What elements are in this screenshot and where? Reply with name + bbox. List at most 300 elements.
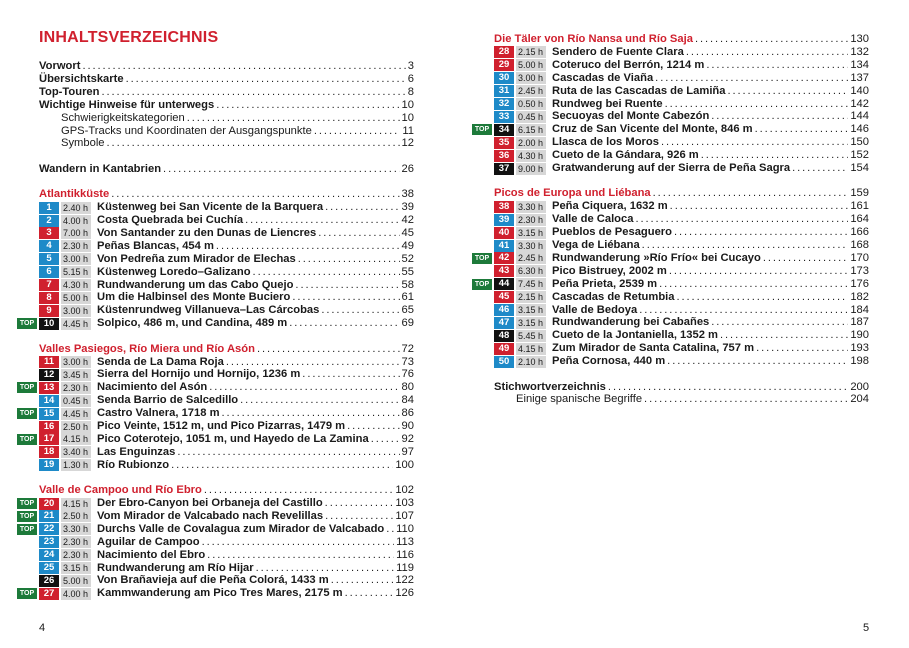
tour-duration: 3.30 h (61, 523, 91, 535)
tour-number: 14 (39, 395, 59, 407)
tour-entry (39, 201, 414, 214)
top-tour-badge: TOP (17, 318, 37, 329)
tour-number: 12 (39, 369, 59, 381)
tour-number: 35 (494, 137, 514, 149)
entry-page: 184 (850, 303, 869, 316)
tour-duration: 3.00 h (61, 253, 91, 265)
entry-page: 38 (401, 188, 414, 201)
tour-duration: 5.15 h (61, 266, 91, 278)
tour-duration: 3.30 h (516, 240, 546, 252)
top-tour-badge: TOP (17, 588, 37, 599)
tour-entry (39, 279, 414, 292)
entry-title: Zum Mirador de Santa Catalina, 757 m (552, 342, 755, 355)
tour-entry (494, 265, 869, 278)
entry-page: 116 (396, 548, 414, 561)
entry-page: 102 (395, 484, 414, 497)
tour-number: 43 (494, 265, 514, 277)
entry-title: Cueto de la Jontaniella, 1352 m (552, 329, 719, 342)
entry-title: Las Enguinzas (97, 445, 176, 458)
tour-entry (494, 85, 869, 98)
tour-number: 42 (494, 252, 514, 264)
tour-entry (494, 342, 869, 355)
entry-title: Der Ebro-Canyon bei Orbaneja del Castillo (97, 497, 323, 509)
leader-dots (245, 214, 399, 227)
entry-page: 193 (850, 342, 869, 355)
entry-title: Küstenweg Loredo–Galizano (97, 265, 251, 278)
tour-duration: 2.00 h (516, 137, 546, 149)
tour-entry (39, 446, 414, 459)
leader-dots (669, 265, 848, 278)
entry-page: 152 (850, 149, 869, 162)
entry-page: 198 (850, 355, 869, 368)
toc-entry (39, 60, 414, 73)
tour-number: 23 (39, 536, 59, 548)
entry-page: 11 (402, 124, 414, 137)
entry-page: 8 (407, 85, 414, 98)
tour-duration: 4.30 h (61, 279, 91, 291)
leader-dots (216, 99, 399, 112)
entry-title: Von Santander zu den Dunas de Liencres (97, 226, 317, 239)
tour-entry (39, 536, 414, 549)
entry-page: 146 (850, 123, 869, 136)
top-tour-badge: TOP (472, 279, 492, 290)
tour-entry (19, 381, 414, 394)
tour-number: 6 (39, 266, 59, 278)
leader-dots (298, 253, 400, 266)
entry-page: 168 (850, 239, 869, 251)
tour-number: 5 (39, 253, 59, 265)
entry-page: 200 (850, 380, 869, 393)
entry-page: 142 (850, 97, 869, 110)
entry-page: 154 (850, 162, 869, 174)
leader-dots (706, 59, 848, 72)
page-title: INHALTSVERZEICHNIS (39, 29, 219, 46)
toc-entry (494, 381, 869, 394)
tour-duration: 3.00 h (61, 305, 91, 317)
entry-title: Ruta de las Cascadas de Lamiña (552, 84, 726, 97)
tour-duration: 0.45 h (61, 395, 91, 407)
entry-title: Llasca de los Moros (552, 136, 659, 149)
entry-title: Von Brañavieja auf die Peña Colorá, 1433 m (97, 574, 329, 587)
tour-entry (474, 277, 869, 291)
tour-duration: 2.40 h (61, 202, 91, 214)
entry-title: Rundwanderung bei Cabañes (552, 316, 710, 329)
entry-title: Um die Halbinsel des Monte Buciero (97, 291, 291, 304)
top-tour-badge: TOP (17, 382, 37, 393)
tour-number: 48 (494, 330, 514, 342)
tour-number: 49 (494, 343, 514, 355)
tour-entry (494, 355, 869, 368)
tour-duration: 3.15 h (516, 304, 546, 316)
entry-page: 176 (850, 277, 869, 290)
leader-dots (792, 162, 848, 175)
leader-dots (325, 510, 393, 523)
entry-page: 164 (850, 213, 869, 226)
tour-entry (19, 317, 414, 330)
entry-title: Sendero de Fuente Clara (552, 45, 684, 58)
tour-duration: 1.30 h (61, 459, 91, 471)
tour-duration: 3.00 h (61, 356, 91, 368)
entry-title: Cascadas de Viaña (552, 71, 654, 84)
entry-page: 86 (401, 407, 414, 420)
entry-title: Top-Touren (39, 85, 100, 98)
tour-duration: 5.00 h (61, 575, 91, 587)
entry-page: 166 (850, 226, 869, 239)
tour-duration: 3.45 h (61, 369, 91, 381)
tour-number: 1 (39, 202, 59, 214)
tour-number: 8 (39, 292, 59, 304)
leader-dots (661, 136, 848, 149)
entry-title: Pico Bistruey, 2002 m (552, 264, 667, 277)
entry-title: Peñas Blancas, 454 m (97, 239, 214, 252)
top-tour-badge: TOP (472, 124, 492, 135)
entry-title: Einige spanische Begriffe (516, 393, 643, 406)
tour-duration: 2.45 h (516, 252, 546, 264)
entry-title: Die Täler von Río Nansa und Río Saja (494, 33, 693, 45)
tour-entry (494, 213, 869, 226)
tour-entry (39, 459, 414, 472)
tour-number: 13 (39, 382, 59, 394)
entry-page: 58 (401, 278, 414, 291)
entry-title: Cascadas de Retumbia (552, 290, 675, 303)
leader-dots (318, 227, 399, 240)
tour-number: 15 (39, 408, 59, 420)
tour-number: 32 (494, 98, 514, 110)
entry-title: Atlantikküste (39, 188, 110, 201)
tour-entry (39, 253, 414, 266)
tour-entry (39, 549, 414, 562)
tour-duration: 4.45 h (61, 318, 91, 330)
entry-page: 144 (850, 110, 869, 123)
entry-title: Vom Mirador de Valcabado nach Revelillas (97, 509, 324, 522)
entry-title: Von Pedreña zum Mirador de Elechas (97, 252, 296, 265)
leader-dots (207, 549, 394, 562)
entry-title: Picos de Europa und Liébana (494, 187, 651, 200)
leader-dots (667, 355, 848, 368)
entry-title: Durchs Valle de Covalagua zum Mirador de Valcabado (97, 522, 385, 535)
entry-title: Küstenrundweg Villanueva–Las Cárcobas (97, 304, 320, 317)
tour-number: 7 (39, 279, 59, 291)
entry-page: 122 (395, 574, 414, 587)
leader-dots (727, 85, 848, 98)
tour-entry (39, 562, 414, 575)
entry-page: 10 (401, 98, 414, 111)
entry-page: 119 (396, 561, 414, 574)
tour-duration: 2.30 h (61, 382, 91, 394)
entry-page: 190 (850, 329, 869, 342)
tour-entry (39, 291, 414, 304)
tour-entry (19, 432, 414, 446)
section-heading (494, 187, 869, 200)
leader-dots (386, 523, 394, 536)
leader-dots (677, 291, 849, 304)
leader-dots (82, 60, 405, 73)
leader-dots (331, 574, 394, 587)
entry-title: Río Rubionzo (97, 458, 170, 471)
tour-entry (494, 98, 869, 111)
entry-page: 10 (401, 111, 414, 124)
section-heading (39, 484, 414, 497)
tour-number: 24 (39, 549, 59, 561)
entry-title: Rundweg bei Ruente (552, 97, 663, 110)
tour-number: 36 (494, 150, 514, 162)
leader-dots (171, 459, 393, 472)
top-tour-badge: TOP (472, 253, 492, 264)
entry-page: 55 (401, 265, 414, 278)
toc-entry (494, 393, 869, 406)
tour-duration: 0.50 h (516, 98, 546, 110)
entry-title: Vorwort (39, 60, 81, 72)
entry-page: 137 (850, 71, 869, 84)
tour-number: 25 (39, 562, 59, 574)
leader-dots (295, 279, 399, 292)
leader-dots (257, 343, 400, 356)
tour-number: 21 (39, 510, 59, 522)
leader-dots (289, 317, 399, 330)
toc-entry (39, 99, 414, 112)
leader-dots (216, 240, 400, 253)
entry-page: 69 (401, 317, 414, 330)
tour-duration: 3.15 h (516, 227, 546, 239)
leader-dots (655, 72, 848, 85)
entry-title: Kammwanderung am Pico Tres Mares, 2175 m (97, 587, 343, 600)
tour-number: 34 (494, 124, 514, 136)
entry-title: Wichtige Hinweise für unterwegs (39, 98, 215, 111)
tour-number: 47 (494, 317, 514, 329)
leader-dots (177, 446, 399, 459)
tour-number: 18 (39, 446, 59, 458)
leader-dots (659, 278, 848, 291)
tour-number: 19 (39, 459, 59, 471)
entry-title: Costa Quebrada bei Cuchía (97, 214, 244, 226)
entry-title: Symbole (61, 137, 105, 150)
top-tour-badge: TOP (17, 524, 37, 535)
leader-dots (101, 86, 405, 99)
tour-number: 28 (494, 46, 514, 58)
tour-entry (39, 227, 414, 240)
tour-duration: 2.30 h (61, 549, 91, 561)
tour-number: 45 (494, 291, 514, 303)
leader-dots (635, 213, 848, 226)
entry-page: 187 (850, 316, 869, 329)
entry-title: Cruz de San Vicente del Monte, 846 m (552, 123, 753, 136)
tour-entry (39, 214, 414, 227)
toc-entry (39, 73, 414, 86)
leader-dots (639, 304, 848, 317)
entry-page: 80 (401, 381, 414, 394)
leader-dots (187, 112, 400, 125)
tour-entry (39, 574, 414, 587)
tour-entry (494, 239, 869, 252)
entry-title: Valles Pasiegos, Río Miera und Río Asón (39, 342, 255, 355)
tour-number: 26 (39, 575, 59, 587)
tour-duration: 3.15 h (61, 562, 91, 574)
toc-entry (39, 112, 414, 125)
leader-dots (209, 381, 399, 394)
tour-number: 44 (494, 278, 514, 290)
leader-dots (756, 342, 848, 355)
entry-title: Valle de Bedoya (552, 303, 638, 316)
tour-entry (19, 522, 414, 536)
leader-dots (111, 188, 399, 201)
tour-duration: 4.15 h (61, 433, 91, 445)
tour-number: 39 (494, 214, 514, 226)
entry-title: Rundwanderung um das Cabo Quejo (97, 278, 294, 291)
entry-title: Nacimiento del Ebro (97, 548, 206, 561)
leader-dots (644, 393, 848, 406)
page-number-left: 4 (39, 622, 46, 634)
entry-title: Secuoyas del Monte Cabezón (552, 110, 710, 123)
entry-page: 140 (850, 84, 869, 97)
leader-dots (755, 123, 849, 136)
tour-duration: 6.30 h (516, 265, 546, 277)
entry-title: Übersichtskarte (39, 72, 124, 85)
tour-duration: 4.00 h (61, 215, 91, 227)
entry-title: Aguilar de Campoo (97, 535, 200, 548)
tour-number: 22 (39, 523, 59, 535)
leader-dots (642, 239, 849, 252)
tour-number: 16 (39, 421, 59, 433)
entry-title: Senda Barrio de Salcedillo (97, 394, 239, 407)
entry-title: Rundwanderung »Río Frío« bei Cucayo (552, 251, 761, 264)
entry-page: 134 (850, 58, 869, 71)
entry-page: 103 (395, 497, 414, 509)
tour-entry (39, 420, 414, 433)
tour-duration: 2.50 h (61, 510, 91, 522)
leader-dots (670, 200, 849, 213)
tour-duration: 2.30 h (61, 240, 91, 252)
top-tour-badge: TOP (17, 498, 37, 509)
leader-dots (321, 304, 399, 317)
leader-dots (253, 266, 400, 279)
leader-dots (345, 587, 394, 600)
leader-dots (371, 433, 400, 446)
entry-page: 72 (401, 342, 414, 355)
entry-title: Schwierigkeitskategorien (61, 111, 185, 124)
tour-duration: 3.40 h (61, 446, 91, 458)
tour-entry (494, 304, 869, 317)
entry-page: 130 (850, 33, 869, 45)
leader-dots (202, 536, 395, 549)
tour-entry (494, 72, 869, 85)
tour-duration: 2.15 h (516, 291, 546, 303)
tour-entry (494, 46, 869, 59)
tour-number: 41 (494, 240, 514, 252)
entry-page: 150 (850, 136, 869, 149)
tour-duration: 4.45 h (61, 408, 91, 420)
tour-number: 20 (39, 498, 59, 510)
entry-page: 182 (850, 290, 869, 303)
leader-dots (686, 46, 849, 59)
leader-dots (256, 562, 395, 575)
leader-dots (763, 252, 848, 265)
leader-dots (608, 381, 848, 394)
entry-title: Peña Ciquera, 1632 m (552, 200, 668, 213)
tour-duration: 4.00 h (61, 588, 91, 600)
tour-entry (39, 304, 414, 317)
tour-duration: 2.50 h (61, 421, 91, 433)
top-tour-badge: TOP (17, 434, 37, 445)
tour-number: 9 (39, 305, 59, 317)
entry-page: 84 (401, 394, 414, 407)
leader-dots (720, 329, 848, 342)
entry-title: Stichwortverzeichnis (494, 380, 606, 393)
toc-entry (39, 125, 414, 138)
tour-duration: 2.15 h (516, 46, 546, 58)
top-tour-badge: TOP (17, 408, 37, 419)
leader-dots (665, 98, 849, 111)
entry-title: GPS-Tracks und Koordinaten der Ausgangspunkte (61, 124, 312, 137)
entry-title: Valle de Caloca (552, 213, 634, 226)
entry-page: 61 (401, 291, 414, 304)
entry-title: Peña Cornosa, 440 m (552, 355, 666, 368)
entry-page: 92 (401, 432, 414, 445)
tour-duration: 9.00 h (516, 163, 546, 175)
tour-entry (19, 497, 414, 510)
tour-number: 3 (39, 227, 59, 239)
tour-entry (39, 394, 414, 407)
leader-dots (653, 187, 849, 200)
leader-dots (695, 33, 848, 46)
entry-page: 132 (850, 45, 869, 58)
entry-page: 26 (401, 162, 414, 175)
entry-title: Cueto de la Gándara, 926 m (552, 149, 699, 162)
tour-entry (19, 587, 414, 600)
tour-number: 38 (494, 201, 514, 213)
entry-page: 73 (401, 355, 414, 368)
entry-title: Rundwanderung am Río Hijar (97, 561, 254, 574)
tour-duration: 5.00 h (516, 59, 546, 71)
entry-page: 161 (850, 200, 869, 213)
leader-dots (292, 291, 399, 304)
entry-page: 65 (401, 304, 414, 317)
toc-entry (39, 163, 414, 176)
entry-page: 90 (401, 420, 414, 432)
leader-dots (240, 394, 399, 407)
tour-entry (474, 123, 869, 136)
leader-dots (711, 110, 848, 123)
tour-entry (494, 136, 869, 149)
entry-page: 76 (401, 368, 414, 381)
leader-dots (701, 149, 849, 162)
tour-number: 2 (39, 215, 59, 227)
tour-duration: 4.30 h (516, 150, 546, 162)
entry-title: Sierra del Hornijo und Hornijo, 1236 m (97, 368, 301, 381)
leader-dots (302, 368, 399, 381)
entry-title: Solpico, 486 m, und Candina, 489 m (97, 317, 288, 330)
tour-duration: 0.45 h (516, 111, 546, 123)
entry-title: Pico Veinte, 1512 m, und Pico Pizarras, 1479 m (97, 420, 346, 432)
tour-number: 29 (494, 59, 514, 71)
entry-page: 170 (850, 251, 869, 264)
entry-title: Vega de Liébana (552, 239, 640, 251)
tour-entry (494, 59, 869, 72)
tour-entry (494, 149, 869, 162)
page-number-right: 5 (863, 622, 870, 634)
entry-page: 110 (396, 522, 414, 535)
entry-title: Valle de Campoo und Río Ebro (39, 484, 202, 497)
tour-number: 37 (494, 163, 514, 175)
entry-title: Küstenweg bei San Vicente de la Barquera (97, 201, 324, 214)
entry-page: 3 (407, 60, 414, 72)
tour-duration: 2.45 h (516, 85, 546, 97)
tour-number: 50 (494, 356, 514, 368)
tour-number: 17 (39, 433, 59, 445)
tour-entry (494, 316, 869, 329)
tour-number: 46 (494, 304, 514, 316)
tour-entry (39, 368, 414, 381)
entry-page: 173 (850, 264, 869, 277)
